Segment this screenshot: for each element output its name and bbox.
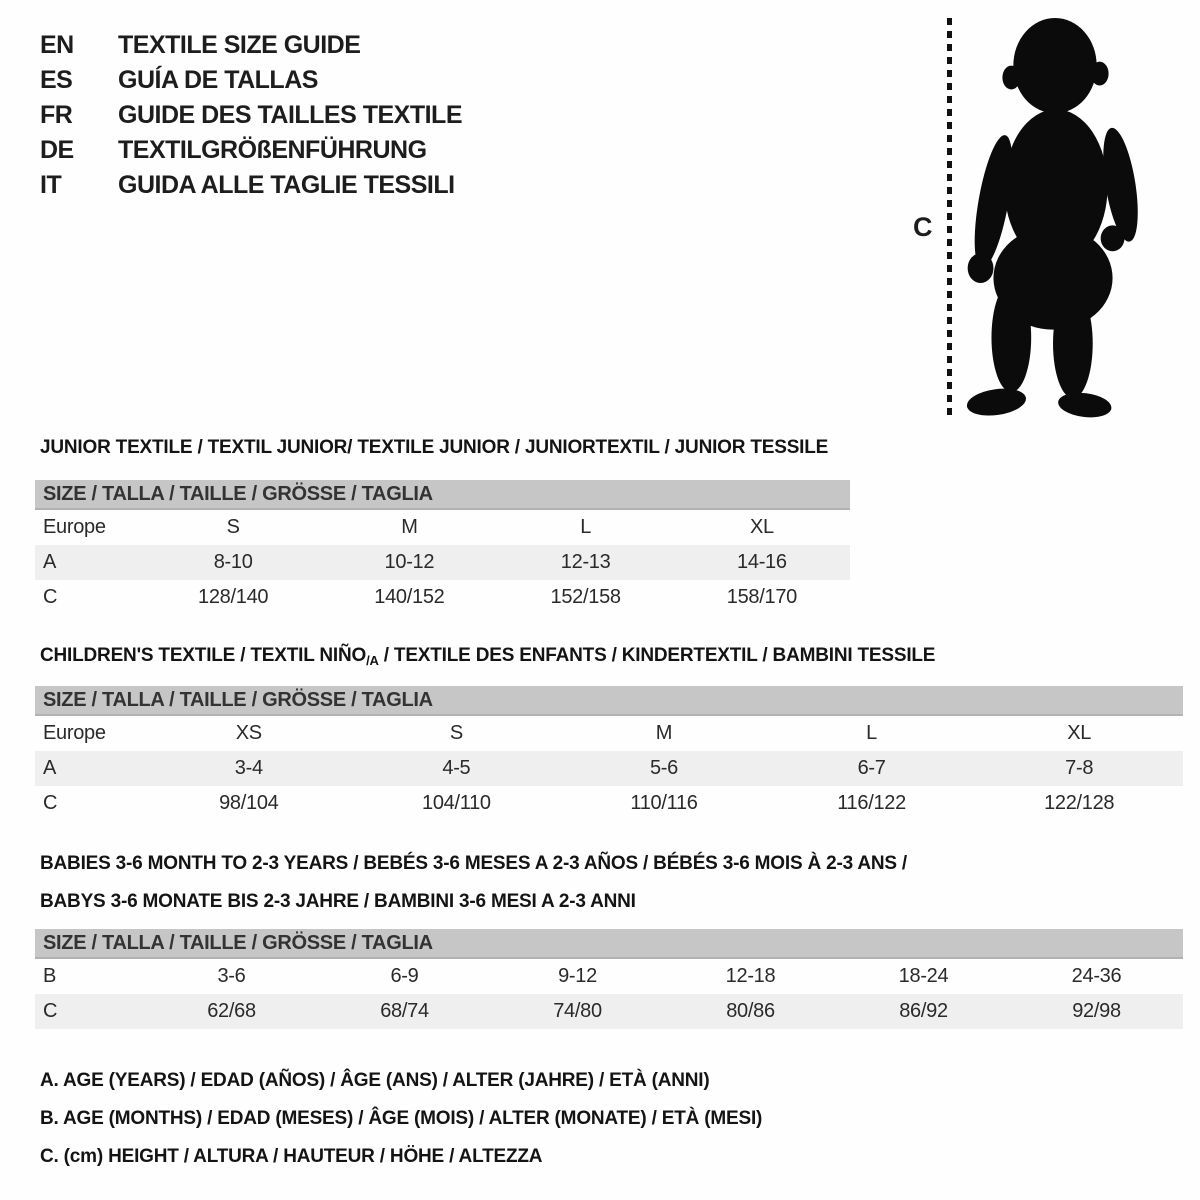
language-code-it: IT — [40, 171, 62, 199]
size-cell: XS — [235, 722, 262, 744]
table-row — [35, 959, 1183, 994]
language-row-es — [40, 63, 462, 98]
height-cell: 158/170 — [726, 586, 797, 608]
legend-line-c: C. (cm) HEIGHT / ALTURA / HAUTEUR / HÖHE / ALTEZZA — [40, 1146, 543, 1167]
age-cell: 6-9 — [390, 965, 419, 987]
height-cell: 80/86 — [726, 1000, 775, 1022]
row-label: B — [43, 965, 57, 987]
babies-size-table — [35, 929, 1183, 1029]
age-cell: 24-36 — [1071, 965, 1122, 987]
table-row — [35, 716, 1183, 751]
junior-size-header-bar: SIZE / TALLA / TAILLE / GRÖSSE / TAGLIA — [35, 480, 850, 510]
language-title-it: GUIDA ALLE TAGLIE TESSILI — [118, 171, 455, 199]
size-cell: S — [449, 722, 463, 744]
age-cell: 3-4 — [234, 757, 263, 779]
table-row — [35, 994, 1183, 1029]
height-cell: 140/152 — [374, 586, 445, 608]
children-title-subscript: /A — [366, 653, 379, 668]
children-title-suffix: / TEXTILE DES ENFANTS / KINDERTEXTIL / BAMBINI TESSILE — [378, 645, 936, 666]
size-cell: XL — [1067, 722, 1092, 744]
height-cell: 74/80 — [553, 1000, 602, 1022]
age-cell: 14-16 — [737, 551, 787, 573]
table-row — [35, 786, 1183, 821]
language-title-en: TEXTILE SIZE GUIDE — [118, 31, 361, 59]
size-cell: L — [580, 516, 592, 538]
age-cell: 18-24 — [898, 965, 949, 987]
babies-title-line1: BABIES 3-6 MONTH TO 2-3 YEARS / BEBÉS 3-6 MESES A 2-3 AÑOS / BÉBÉS 3-6 MOIS À 2-3 ANS / — [40, 853, 908, 874]
height-cell: 122/128 — [1044, 792, 1115, 814]
table-row — [35, 545, 850, 580]
language-code-en: EN — [40, 31, 74, 59]
age-cell: 5-6 — [649, 757, 678, 779]
language-title-de: TEXTILGRÖßENFÜHRUNG — [118, 136, 427, 164]
age-cell: 10-12 — [384, 551, 435, 573]
row-label: C — [43, 1000, 58, 1022]
age-cell: 7-8 — [1065, 757, 1094, 779]
age-cell: 9-12 — [558, 965, 597, 987]
table-row — [35, 751, 1183, 786]
language-code-es: ES — [40, 66, 73, 94]
age-cell: 8-10 — [213, 551, 253, 573]
height-cell: 116/122 — [837, 792, 906, 814]
size-cell: L — [866, 722, 877, 744]
height-cell: 92/98 — [1072, 1000, 1121, 1022]
measurement-legend — [40, 1062, 762, 1176]
height-cell: 86/92 — [899, 1000, 948, 1022]
size-cell: S — [226, 516, 240, 538]
language-row-de — [40, 133, 462, 168]
children-size-header-bar: SIZE / TALLA / TAILLE / GRÖSSE / TAGLIA — [35, 686, 1183, 716]
row-label: C — [43, 792, 58, 814]
table-row — [35, 580, 850, 615]
language-row-fr — [40, 98, 462, 133]
children-section-title — [40, 645, 935, 668]
legend-line-a: A. AGE (YEARS) / EDAD (AÑOS) / ÂGE (ANS) / ALTER (JAHRE) / ETÀ (ANNI) — [40, 1070, 710, 1091]
babies-size-header-bar: SIZE / TALLA / TAILLE / GRÖSSE / TAGLIA — [35, 929, 1183, 959]
size-cell: M — [401, 516, 418, 538]
language-title-es: GUÍA DE TALLAS — [118, 66, 318, 94]
age-cell: 3-6 — [217, 965, 246, 987]
children-size-table — [35, 686, 1183, 821]
language-row-en — [40, 28, 462, 63]
junior-section-title: JUNIOR TEXTILE / TEXTIL JUNIOR/ TEXTILE JUNIOR / JUNIORTEXTIL / JUNIOR TESSILE — [40, 437, 829, 458]
junior-size-table — [35, 480, 850, 615]
height-cell: 128/140 — [198, 586, 269, 608]
height-cell: 152/158 — [550, 586, 621, 608]
table-row — [35, 510, 850, 545]
height-cell: 104/110 — [422, 792, 491, 814]
babies-section-title — [40, 845, 907, 921]
legend-line-b: B. AGE (MONTHS) / EDAD (MESES) / ÂGE (MOIS) / ALTER (MONATE) / ETÀ (MESI) — [40, 1108, 763, 1129]
age-cell: 12-13 — [560, 551, 611, 573]
age-cell: 12-18 — [725, 965, 776, 987]
age-cell: 6-7 — [857, 757, 886, 779]
height-dashed-line — [947, 18, 952, 415]
row-label: A — [43, 551, 57, 573]
language-code-fr: FR — [40, 101, 73, 129]
height-cell: 68/74 — [380, 1000, 429, 1022]
row-label: A — [43, 757, 57, 779]
height-measure-label: C — [913, 212, 933, 242]
language-row-it — [40, 168, 462, 203]
height-cell: 98/104 — [219, 792, 279, 814]
height-cell: 110/116 — [630, 792, 698, 814]
height-cell: 62/68 — [207, 1000, 256, 1022]
size-cell: M — [655, 722, 673, 744]
row-label: Europe — [43, 516, 106, 538]
language-code-de: DE — [40, 136, 74, 164]
language-title-list — [40, 28, 462, 203]
row-label: Europe — [43, 722, 106, 744]
size-cell: XL — [749, 516, 774, 538]
age-cell: 4-5 — [442, 757, 471, 779]
row-label: C — [43, 586, 58, 608]
toddler-silhouette — [963, 16, 1148, 418]
language-title-fr: GUIDE DES TAILLES TEXTILE — [118, 101, 463, 129]
babies-title-line2: BABYS 3-6 MONATE BIS 2-3 JAHRE / BAMBINI 3-6 MESI A 2-3 ANNI — [40, 891, 636, 912]
children-title-prefix: CHILDREN'S TEXTILE / TEXTIL NIÑO — [40, 645, 367, 666]
